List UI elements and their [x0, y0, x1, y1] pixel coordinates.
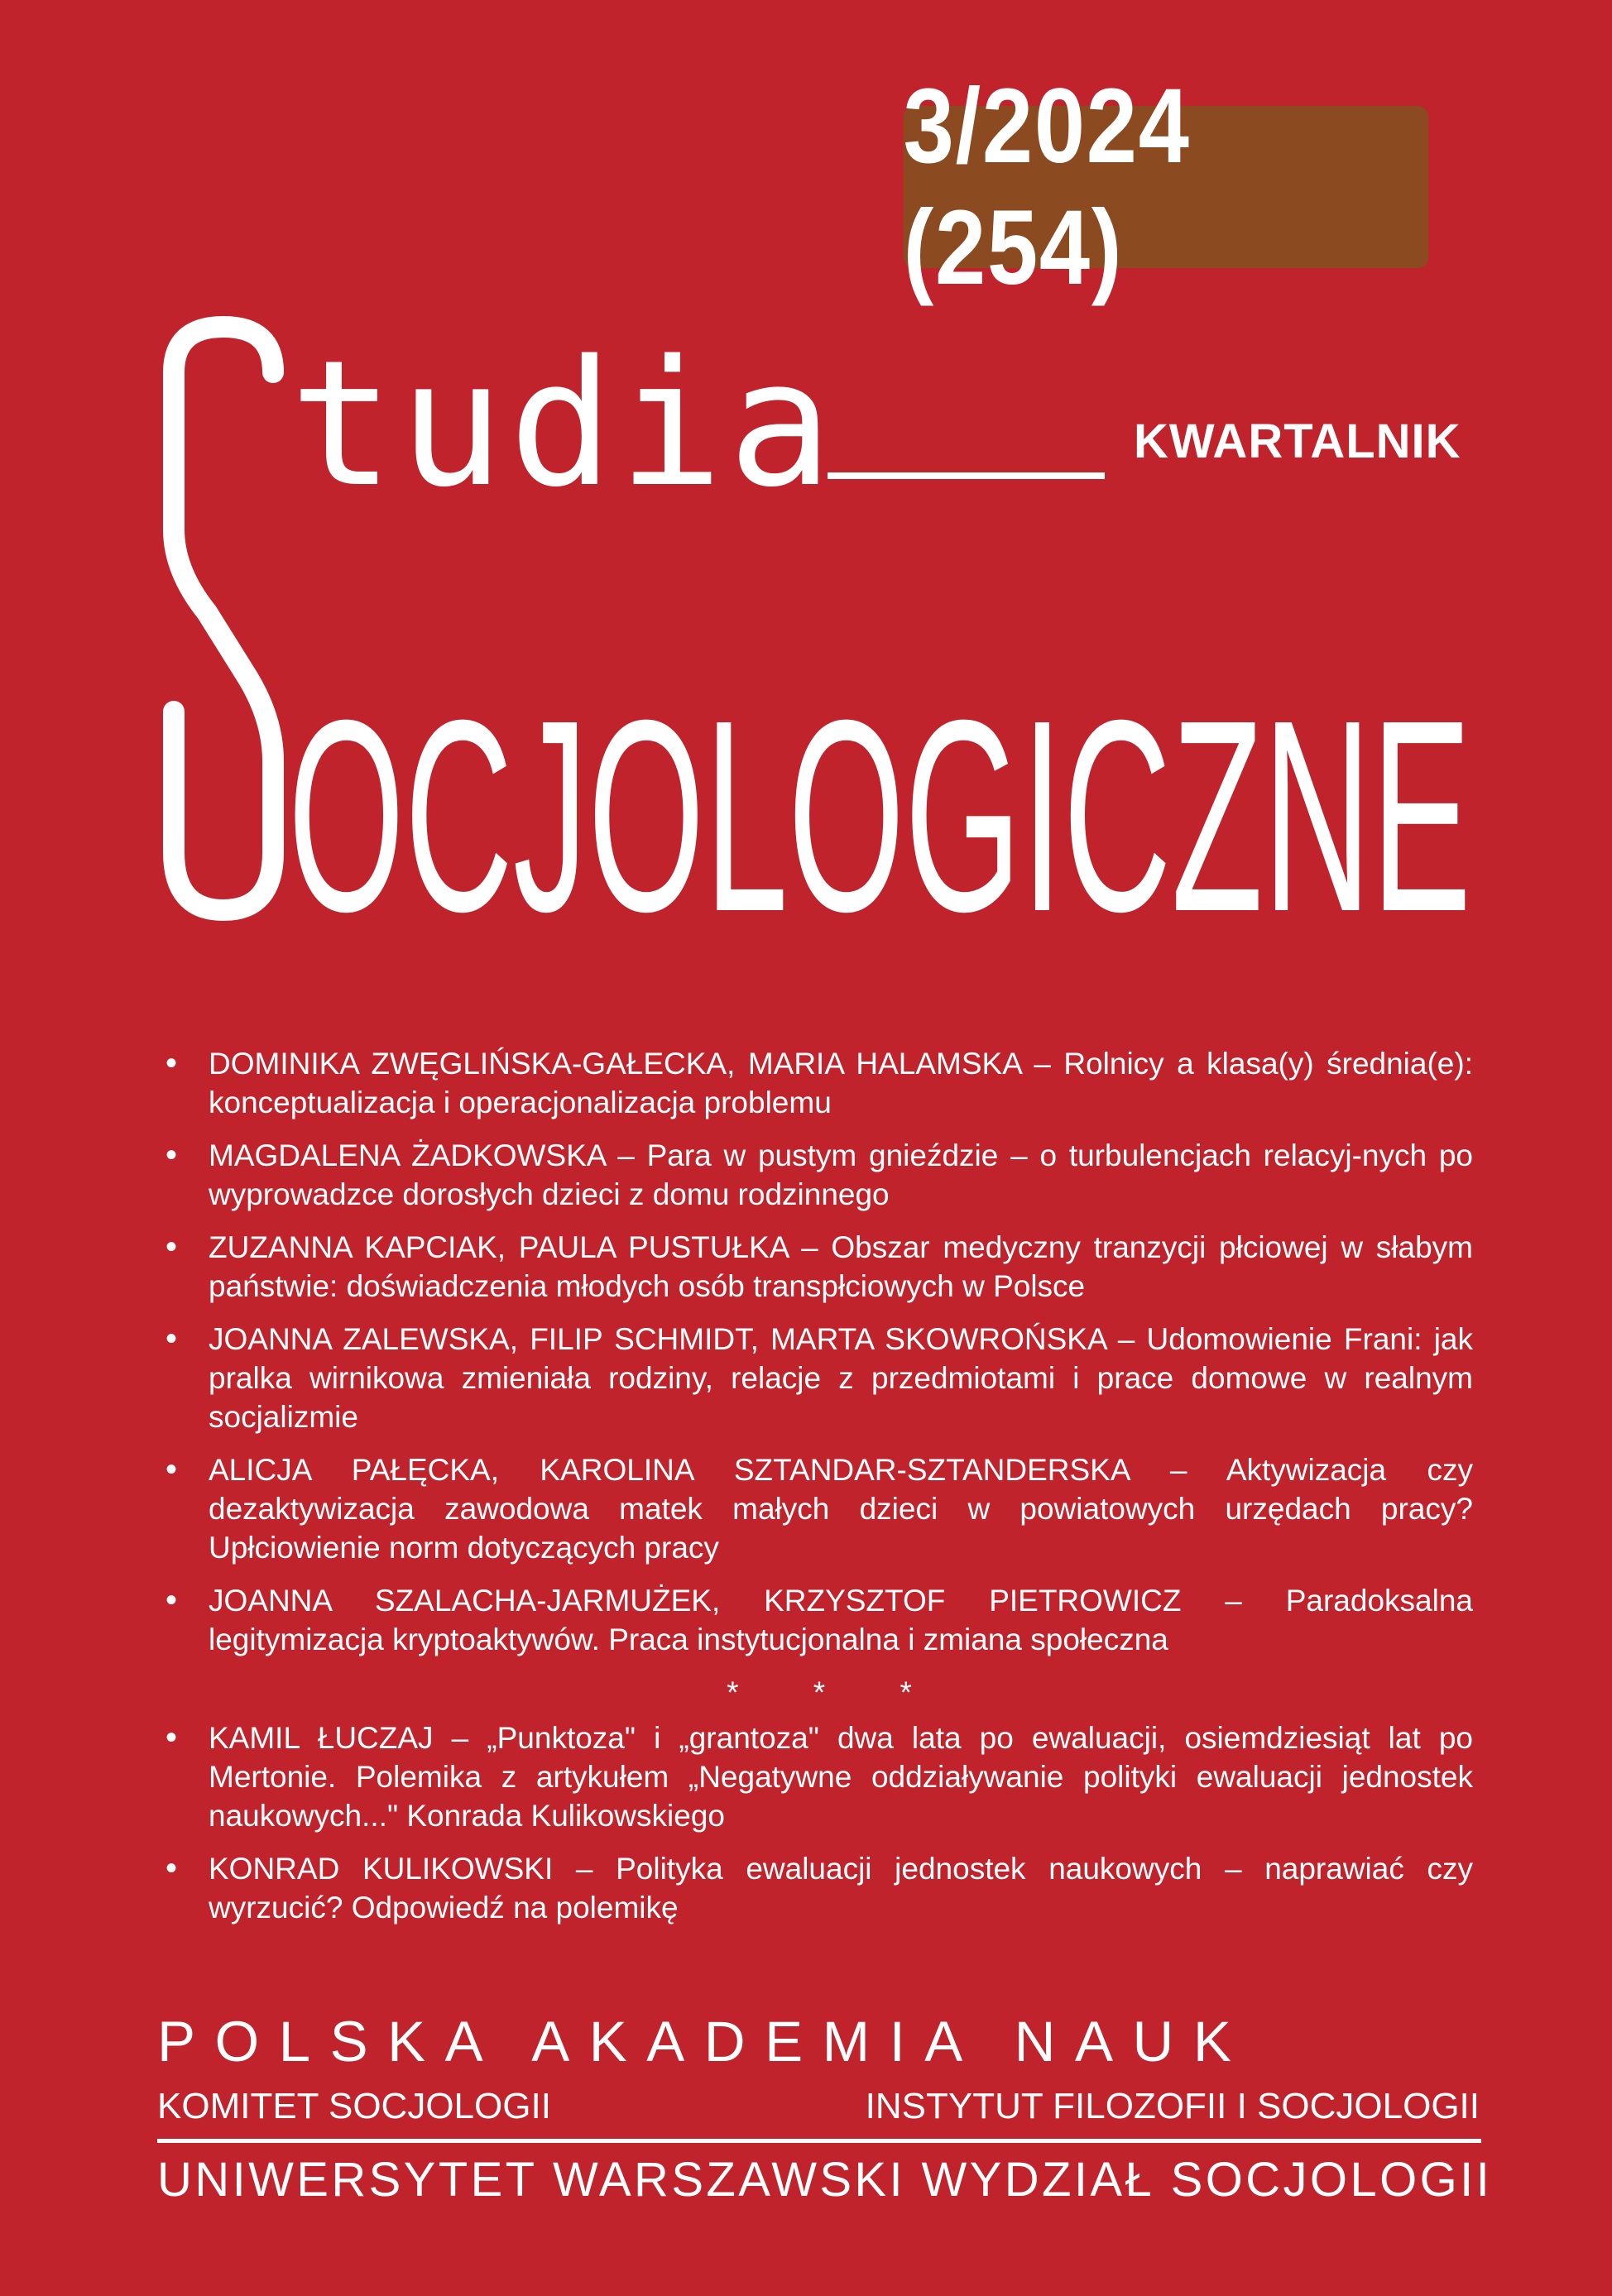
toc-item — [166, 1718, 1473, 1835]
toc-item-text: KAMIL ŁUCZAJ – „Punktoza" i „grantoza" dwa lata po ewaluacji, osiemdziesiąt lat po Mertonie. Polemika z artykułem „Negatywne oddziaływanie polityki ewaluacji jednostek naukowych..." Konrada Kulikowskiego — [209, 1721, 1473, 1833]
bullet-icon: • — [166, 1321, 178, 1357]
frequency-label: KWARTALNIK — [1134, 415, 1461, 468]
institute-name: INSTYTUT FILOZOFII I SOCJOLOGII — [865, 2086, 1480, 2126]
toc-item — [166, 1320, 1473, 1436]
bullet-icon: • — [166, 1719, 178, 1756]
logo-big-s — [174, 327, 273, 910]
toc-item — [166, 1044, 1473, 1122]
journal-logo — [0, 0, 1612, 993]
bullet-icon: • — [166, 1045, 178, 1081]
logo-word-tudia: tudia — [290, 323, 838, 525]
issue-number-badge: 3/2024 (254) — [904, 106, 1429, 268]
table-of-contents — [166, 1044, 1473, 1941]
toc-item-text: ALICJA PAŁĘCKA, KAROLINA SZTANDAR-SZTANDERSKA – Aktywizacja czy dezaktywizacja zawodowa matek małych dzieci w powiatowych urzędach pracy? Upłciowienie norm dotyczących pracy — [209, 1453, 1473, 1565]
toc-item-text: KONRAD KULIKOWSKI – Polityka ewaluacji jednostek naukowych – naprawiać czy wyrzucić? Odpowiedź na polemikę — [209, 1852, 1473, 1925]
academy-name: POLSKA AKADEMIA NAUK — [157, 2010, 1251, 2073]
toc-item — [166, 1136, 1473, 1214]
section-separator: * * * — [727, 1675, 945, 1709]
toc-item — [166, 1228, 1473, 1306]
bullet-icon: • — [166, 1451, 178, 1488]
toc-item — [166, 1450, 1473, 1567]
bullet-icon: • — [166, 1850, 178, 1886]
university-name: UNIWERSYTET WARSZAWSKI WYDZIAŁ SOCJOLOGII — [157, 2153, 1493, 2207]
toc-item — [166, 1581, 1473, 1659]
toc-item-text: JOANNA SZALACHA-JARMUŻEK, KRZYSZTOF PIETROWICZ – Paradoksalna legitymizacja kryptoaktywów. Praca instytucjonalna i zmiana społeczna — [209, 1584, 1473, 1656]
bullet-icon: • — [166, 1137, 178, 1173]
toc-item-text: MAGDALENA ŻADKOWSKA – Para w pustym gnieździe – o turbulencjach relacyj-nych po wyprowadzce dorosłych dzieci z domu rodzinnego — [209, 1138, 1473, 1211]
bullet-icon: • — [166, 1582, 178, 1618]
logo-word-ocjologiczne: OCJOLOGICZNE — [288, 663, 1471, 968]
toc-item-text: JOANNA ZALEWSKA, FILIP SCHMIDT, MARTA SKOWROŃSKA – Udomowienie Frani: jak pralka wirnikowa zmieniała rodziny, relacje z przedmiotami i prace domowe w realnym socjalizmie — [209, 1322, 1473, 1434]
footer-divider — [157, 2139, 1481, 2143]
bullet-icon: • — [166, 1229, 178, 1265]
toc-item-text: ZUZANNA KAPCIAK, PAULA PUSTUŁKA – Obszar medyczny tranzycji płciowej w słabym państwie: doświadczenia młodych osób transpłciowych w Polsce — [209, 1230, 1473, 1303]
toc-item — [166, 1849, 1473, 1927]
toc-item-text: DOMINIKA ZWĘGLIŃSKA-GAŁECKA, MARIA HALAMSKA – Rolnicy a klasa(y) średnia(e): konceptualizacja i operacjonalizacja problemu — [209, 1047, 1473, 1119]
committee-name: KOMITET SOCJOLOGII — [157, 2086, 551, 2126]
